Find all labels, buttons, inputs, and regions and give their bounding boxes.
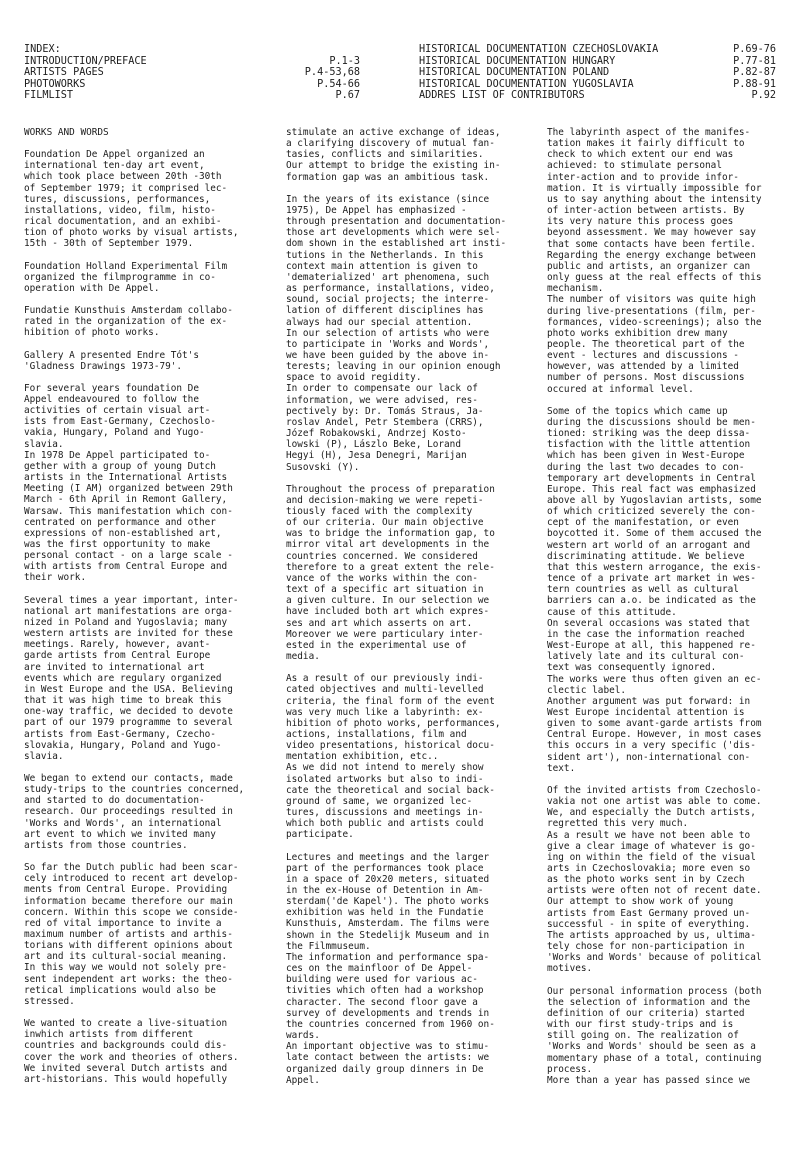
paragraph: So far the Dutch public had been scar- cely introduced to recent art develop- ments from Central Europe. Providing information became therefore our main concern. Within this scope we conside- red of vital importance to invite a maximum number of artists and arthis- torians with different opinions about art and its cultural-social meaning. In this way we would not solely pre- sent independent art works: the theo- retical implications would also be stressed.: [24, 862, 239, 1007]
index-entry: ADDRES LIST OF CONTRIBUTORS P.92: [419, 90, 776, 102]
paragraph: In the years of its existance (since 1975), De Appel has emphasized - through presentation and documentation- those art developments which were sel- dom shown in the established art insti- tutions in the Netherlands. In this context main attention is given to 'dematerialized' art phenomena, such as performance, installations, video, sound, social projects; the interre- lation of different disciplines has always had our special attention. In our selection of artists who were to participate in 'Works and Words', we have been guided by the above in- terests; leaving in our opinion enough space to avoid regidity. In order to compensate our lack of information, we were advised, res- pectively by: Dr. Tomás Straus, Ja- roslav Andel, Petr Stembera (CRRS), Józef Robakowski, Andrzej Kosto- lowski (P), Lászlo Beke, Lorand Hegyi (H), Jesa Denegri, Marijan Susovski (Y).: [286, 193, 507, 473]
index-entry: INDEX:: [24, 44, 61, 55]
paragraph: The labyrinth aspect of the manifes- tation makes it fairly difficult to check to which extent our end was achieved: to stimulate personal inter-action and to provide infor- mation. It is virtually impossible for us to say anything about the intensity of inter-action between artists. By its very nature this process goes beyond assessment. We may however say that some contacts have been fertile. Regarding the energy exchange between public and artists, an organizer can only guess at the real effects of this mechanism. The number of visitors was quite high during live-presentations (film, per- formances, video-screenings); also the photo works exhibition drew many people. The theoretical part of the event - lectures and discussions - however, was attended by a limited number of persons. Most discussions occured at informal level.: [547, 127, 762, 395]
paragraph: Foundation De Appel organized an international ten-day art event, which took place between 20th -30th of September 1979; it comprised lec- tures, discussions, performances, installations, video, film, histo- rical documentation, and an exhibi- tion of photo works by visual artists, 15th - 30th of September 1979.: [24, 149, 239, 250]
paragraph: Lectures and meetings and the larger part of the performances took place in a space of 20x20 meters, situated in the ex-House of Detention in Am- sterdam('de Kapel'). The photo works exhibition was held in the Fundatie Kunsthuis, Amsterdam. The films were shown in the Stedelijk Museum and in the Filmmuseum. The information and performance spa- ces on the mainfloor of De Appel- building were used for various ac- tivities which often had a workshop character. The second floor gave a survey of developments and trends in the countries concerned from 1960 on- wards. An important objective was to stimu- late contact between the artists: we organized daily group dinners in De Appel.: [286, 851, 495, 1086]
paragraph: Fundatie Kunsthuis Amsterdam collabo- rated in the organization of the ex- hibition of photo works.: [24, 305, 233, 339]
paragraph: Throughout the process of preparation and decision-making we were repeti- tiously faced with the complexity of our criteria. Our main objective was to bridge the information gap, to mirror vital art developments in the countries concerned. We considered therefore to a great extent the rele- vance of the works within the con- text of a specific art situation in a given culture. In our selection we have included both art which expres- ses and art which asserts on art. Moreover we were particulary inter- ested in the experimental use of media.: [286, 483, 495, 663]
paragraph: We wanted to create a live-situation inwhich artists from different countries and backgrounds could dis- cover the work and theories of others. We invited several Dutch artists and art-historians. This would hopefully: [24, 1018, 239, 1085]
article-title: WORKS AND WORDS: [24, 127, 109, 138]
index-entry: HISTORICAL DOCUMENTATION YUGOSLAVIA P.88-91: [419, 78, 776, 90]
index-entry: INTRODUCTION/PREFACE P.1-3: [24, 55, 360, 67]
paragraph: As a result of our previously indi- cated objectives and multi-levelled criteria, the final form of the event was very much like a labyrinth: ex- hibition of photo works, performances, actions, installations, film and video presentations, historical docu- mentation exhibition, etc.. As we did not intend to merely show isolated artworks but also to indi- cate the theoretical and social back- ground of same, we organized lec- tures, discussions and meetings in- which both public and artists could participate.: [286, 673, 501, 841]
index-entry: FILMLIST P.67: [24, 90, 360, 102]
index-right-list: [419, 44, 776, 102]
index-entry: ARTISTS PAGES P.4-53,68: [24, 67, 360, 79]
index-entry: PHOTOWORKS P.54-66: [24, 78, 360, 90]
article-column-2: [286, 127, 522, 1086]
paragraph: We began to extend our contacts, made study-trips to the countries concerned, and started to do documentation- research. Our proceedings resulted in 'Works and Words', an international art event to which we invited many artists from those countries.: [24, 772, 245, 851]
article-column-1: [24, 127, 264, 1085]
paragraph: Our personal information process (both the selection of information and the definition of our criteria) started with our first study-trips and is still going on. The realization of 'Works and Words' should be seen as a momentary phase of a total, continuing process. More than a year has passed since we: [547, 985, 762, 1086]
index-entry: HISTORICAL DOCUMENTATION CZECHOSLOVAKIA P.69-76: [419, 44, 776, 55]
paragraph: Gallery A presented Endre Tót's 'Gladness Drawings 1973-79'.: [24, 349, 199, 372]
index-entry: HISTORICAL DOCUMENTATION POLAND P.82-87: [419, 67, 776, 79]
paragraph: Of the invited artists from Czechoslo- vakia not one artist was able to come. We, and especially the Dutch artists, regretted this very much. As a result we have not been able to give a clear image of whatever is go- ing on within the field of the visual arts in Czechoslovakia; more even so as the photo works sent in by Czech artists were often not of recent date. Our attempt to show work of young artists from East Germany proved un- successful - in spite of everything. The artists approached by us, ultima- tely chose for non-participation in 'Works and Words' because of political motives.: [547, 784, 762, 975]
paragraph: Foundation Holland Experimental Film organized the filmprogramme in co- operation with De Appel.: [24, 260, 228, 294]
paragraph: Several times a year important, inter- national art manifestations are orga- nized in Poland and Yugoslavia; many western artists are invited for these meetings. Rarely, however, avant- garde artists from Central Europe are invited to international art events which are regulary organized in West Europe and the USA. Believing that it was high time to break this one-way traffic, we decided to devote part of our 1979 programme to several artists from East-Germany, Czecho- slovakia, Hungary, Poland and Yugo- slavia.: [24, 594, 239, 762]
paragraph: For several years foundation De Appel endeavoured to follow the activities of certain visual art- ists from East-Germany, Czechoslo- vakia, Hungary, Poland and Yugo- slavia. In 1978 De Appel participated to- gether with a group of young Dutch artists in the International Artists Meeting (I AM) organized between 29th March - 6th April in Remont Gallery, Warsaw. This manifestation which con- centrated on performance and other expressions of non-established art, was the first opportunity to make personal contact - on a large scale - with artists from Central Europe and their work.: [24, 382, 233, 584]
paragraph: Some of the topics which came up during the discussions should be men- tioned: striking was the deep dissa- tisfaction with the little attention which has been given in West-Europe during the last two decades to con- temporary art developments in Central Europe. This real fact was emphasized above all by Yugoslavian artists, some of which criticized severely the con- cept of the manifestation, or even boycotted it. Some of them accused the western art world of an arrogant and discriminating attitude. We believe that this western arrogance, the exis- tence of a private art market in wes- tern countries as well as cultural barriers can a.o. be indicated as the cause of this attitude. On several occasions was stated that in the case the information reached West-Europe at all, this happened re- latively late and its cultural con- text was consequently ignored. The works were thus often given an ec- clectic label. Another argument was put forward: in West Europe incidental attention is given to some avant-garde artists from Central Europe. However, in most cases this occurs in a very specific ('dis- sident art'), non-international con- text.: [547, 405, 762, 774]
index-left-list: [24, 44, 360, 102]
index-entry: HISTORICAL DOCUMENTATION HUNGARY P.77-81: [419, 55, 776, 67]
article-column-3: [547, 127, 779, 1086]
paragraph: stimulate an active exchange of ideas, a clarifying discovery of mutual fan- tasies, conflicts and similarities. Our attempt to bridge the existing in- formation gap was an ambitious task.: [286, 127, 501, 183]
